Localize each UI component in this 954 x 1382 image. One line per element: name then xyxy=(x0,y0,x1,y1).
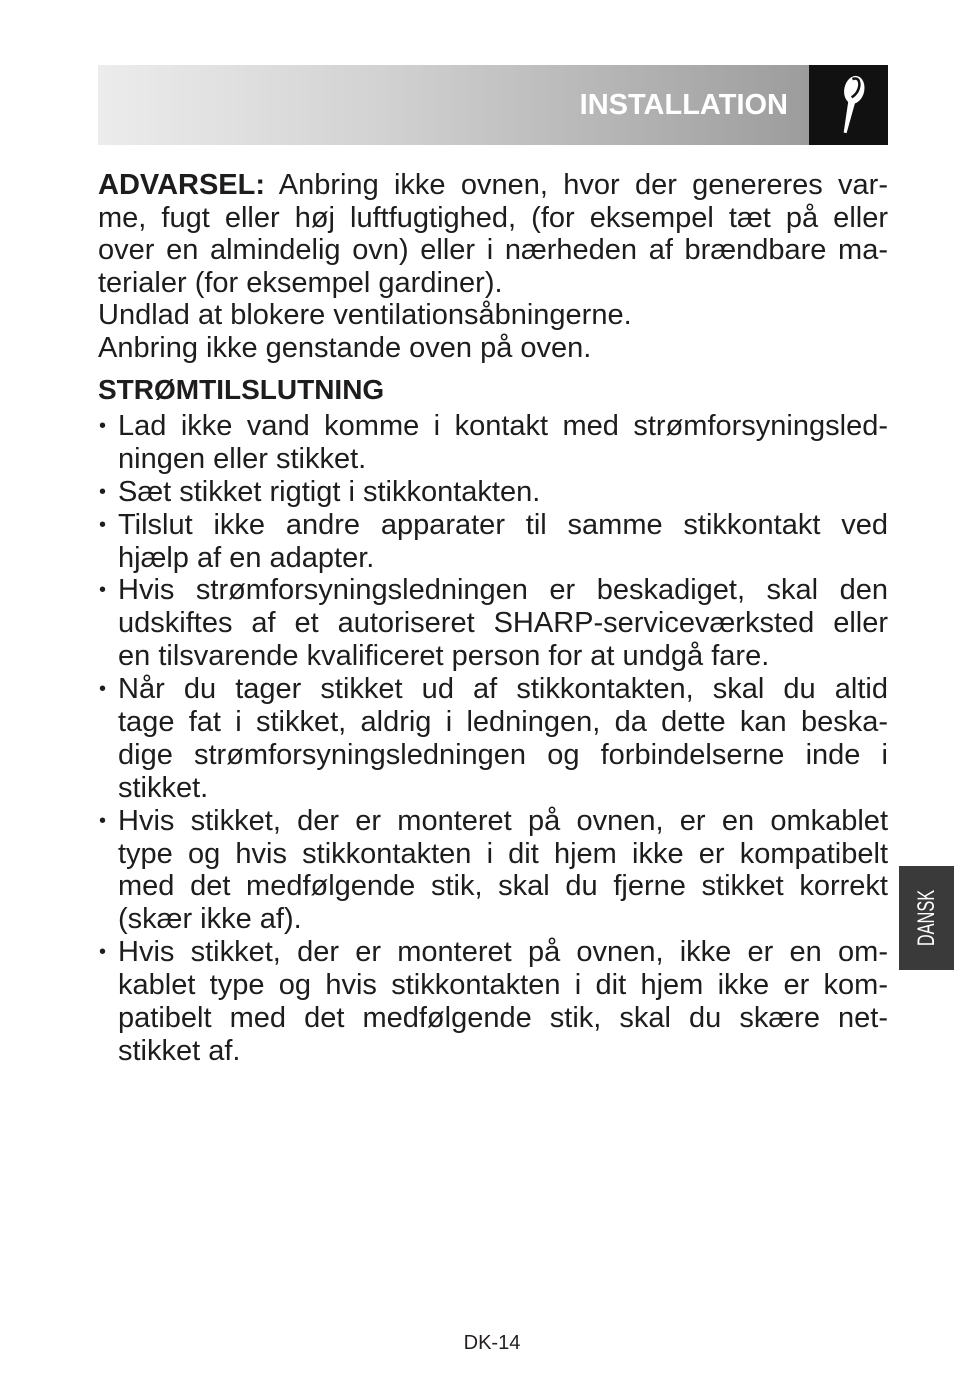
list-item xyxy=(98,936,888,1068)
bullet-marker: • xyxy=(99,809,107,832)
bullet-marker: • xyxy=(99,678,107,701)
list-item-line: hjælp af en adapter. xyxy=(118,541,375,574)
list-item-line: udskiftes af et autoriseret SHARP-serviceværksted eller xyxy=(118,607,888,640)
language-label: DANSK xyxy=(912,889,940,947)
warning-text: Anbring ikke ovnen, hvor der genereres var- xyxy=(278,169,888,201)
list-item-line: patibelt med det medfølgende stik, skal du skære net- xyxy=(118,1002,888,1035)
warning-line: me, fugt eller høj luftfugtighed, (for eksempel tæt på eller xyxy=(98,201,888,234)
list-item-line: Lad ikke vand komme i kontakt med strømforsyningsled- xyxy=(118,410,888,442)
list-item-line: en tilsvarende kvalificeret person for at undgå fare. xyxy=(118,640,770,673)
list-item-line: Hvis stikket, der er monteret på ovnen, ikke er en om- xyxy=(118,936,888,969)
list-item xyxy=(98,476,888,509)
list-item-line: stikket af. xyxy=(118,1034,241,1067)
list-item-line: med det medfølgende stik, skal du fjerne stikket korrekt xyxy=(118,870,888,903)
list-item-line: Sæt stikket rigtigt i stikkontakten. xyxy=(118,475,541,508)
language-side-tab xyxy=(899,866,954,970)
warning-paragraph xyxy=(98,169,888,299)
list-item-line: Tilslut ikke andre apparater til samme stikkontakt ved xyxy=(118,508,888,541)
list-item-line: dige strømforsyningsledningen og forbindelserne inde i xyxy=(118,738,888,771)
bullet-marker: • xyxy=(99,415,107,437)
notes-paragraph xyxy=(98,299,888,364)
list-item xyxy=(98,673,888,805)
bullet-list xyxy=(98,410,888,1068)
warning-line: over en almindelig ovn) eller i nærheden af brændbare ma- xyxy=(98,234,888,266)
list-item xyxy=(98,509,888,575)
list-item-line: kablet type og hvis stikkontakten i dit hjem ikke er kom- xyxy=(118,969,888,1002)
installation-tool-icon xyxy=(809,65,888,145)
note-line: Undlad at blokere ventilationsåbningerne. xyxy=(98,299,632,331)
note-line: Anbring ikke genstande oven på oven. xyxy=(98,331,592,364)
section-title: INSTALLATION xyxy=(579,89,788,121)
list-item-line: ningen eller stikket. xyxy=(118,442,367,475)
warning-line: terialer (for eksempel gardiner). xyxy=(98,266,503,299)
warning-label: ADVARSEL: xyxy=(98,169,266,201)
list-item-line: tage fat i stikket, aldrig i ledningen, da dette kan beska- xyxy=(118,706,888,739)
list-item-line: stikket. xyxy=(118,771,209,804)
list-item-line: Hvis strømforsyningsledningen er beskadiget, skal den xyxy=(118,574,888,607)
bullet-marker: • xyxy=(99,480,107,503)
section-heading: STRØMTILSLUTNING xyxy=(98,374,385,405)
list-item-line: type og hvis stikkontakten i dit hjem ikke er kompatibelt xyxy=(118,837,888,870)
bullet-marker: • xyxy=(99,579,107,602)
bullet-marker: • xyxy=(99,513,107,536)
section-header-bar xyxy=(98,65,809,145)
page-number: DK-14 xyxy=(463,1332,521,1354)
list-item-line: (skær ikke af). xyxy=(118,903,302,936)
list-item xyxy=(98,805,888,937)
bullet-marker: • xyxy=(99,941,107,964)
list-item xyxy=(98,574,888,673)
list-item-line: Når du tager stikket ud af stikkontakten, skal du altid xyxy=(118,673,888,706)
header-icon-box xyxy=(809,65,888,145)
warning-line xyxy=(98,169,888,202)
list-item xyxy=(98,410,888,476)
list-item-line: Hvis stikket, der er monteret på ovnen, er en omkablet xyxy=(118,804,888,837)
